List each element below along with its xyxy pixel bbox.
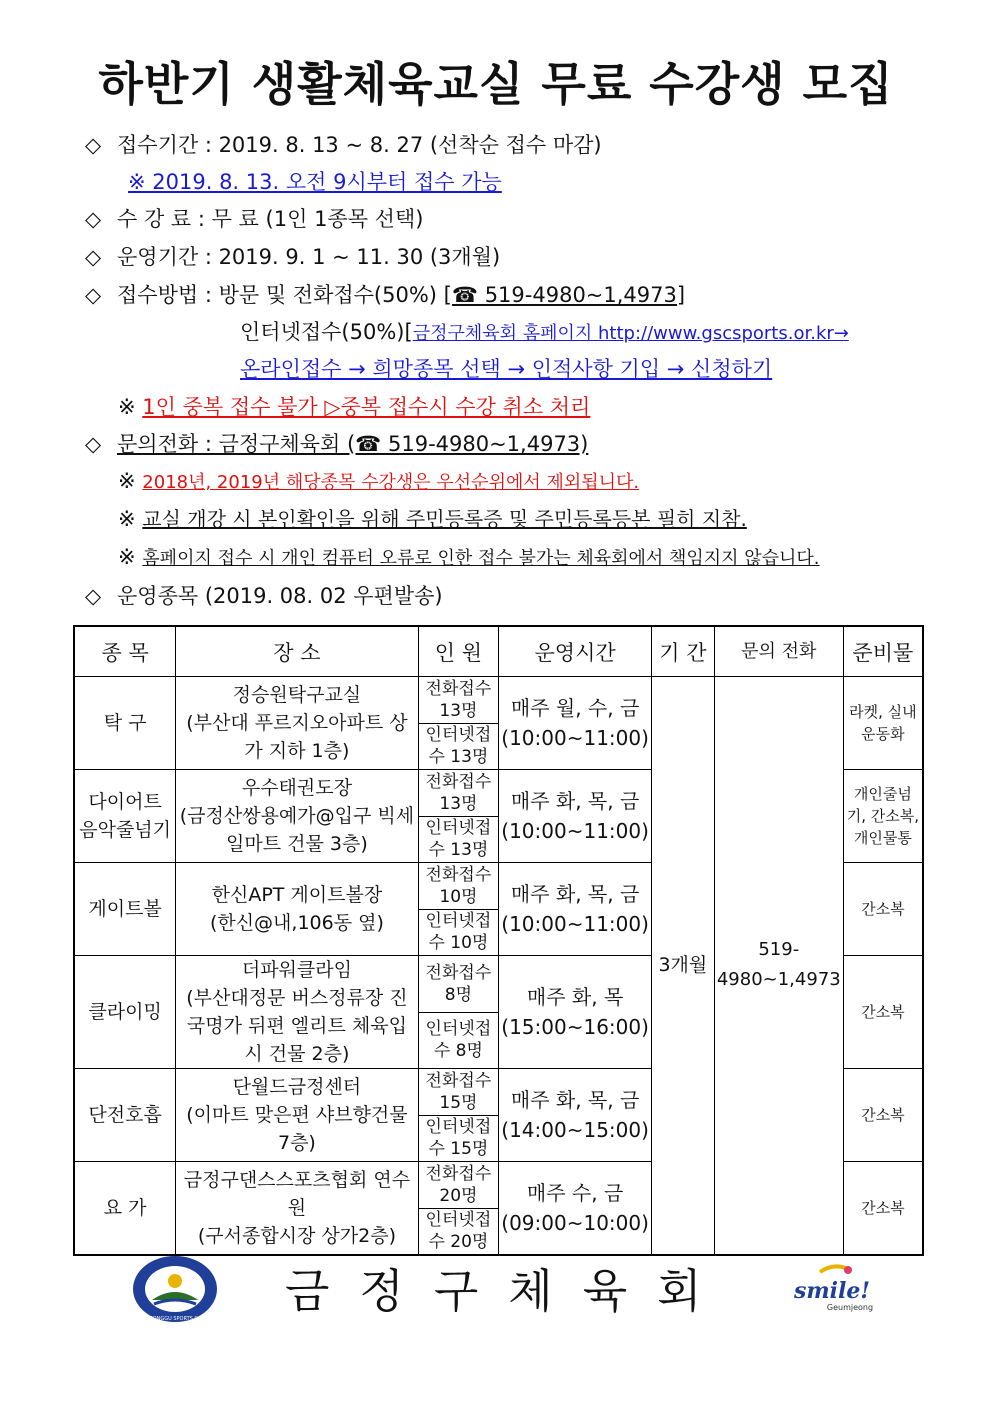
header-contact: 문의 전화 xyxy=(714,626,843,677)
schedule-hours: (09:00~10:00) xyxy=(501,1210,649,1235)
note3: 홈페이지 접수 시 개인 컴퓨터 오류로 인한 접수 불가는 체육회에서 책임지지 않습니다. xyxy=(142,548,820,569)
sport-cell: 다이어트 음악줄넘기 xyxy=(74,770,176,863)
internet-steps-line xyxy=(240,355,772,383)
schedule-days: 매주 화, 목 xyxy=(526,985,624,1010)
internet-count-cell: 인터넷접수 20명 xyxy=(418,1208,499,1255)
ref-mark: ※ xyxy=(118,507,136,531)
operation-period-line xyxy=(85,243,500,271)
sport-cell: 탁 구 xyxy=(74,677,176,770)
place-cell xyxy=(176,770,418,863)
page-title: 하반기 생활체육교실 무료 수강생 모집 xyxy=(98,57,894,111)
internet-count-cell: 인터넷접수 15명 xyxy=(418,1115,499,1162)
place-address: (부산대 푸르지오아파트 상가 지하 1층) xyxy=(186,712,408,763)
programs-label: 운영종목 (2019. 08. 02 우편발송) xyxy=(117,584,443,608)
place-cell xyxy=(176,863,418,956)
diamond-icon: ◇ xyxy=(85,245,102,269)
place-name: 한신APT 게이트볼장 xyxy=(211,884,383,907)
prep-cell: 간소복 xyxy=(843,956,923,1069)
diamond-icon: ◇ xyxy=(85,584,102,608)
diamond-icon: ◇ xyxy=(85,133,102,157)
internet-line xyxy=(240,318,849,348)
note2: 교실 개강 시 본인확인을 위해 주민등록증 및 주민등록등본 필히 지참. xyxy=(142,507,747,531)
dup-note-line xyxy=(118,393,590,421)
schedule-cell xyxy=(499,863,652,956)
header-prep: 준비물 xyxy=(843,626,923,677)
diamond-icon: ◇ xyxy=(85,283,102,307)
place-name: 단월드금정센터 xyxy=(232,1076,362,1099)
schedule-cell xyxy=(499,677,652,770)
internet-count-cell: 인터넷접수 13명 xyxy=(418,723,499,770)
internet-count-cell: 인터넷접수 10명 xyxy=(418,909,499,956)
place-address: (부산대정문 버스정류장 진국명가 뒤편 엘리트 체육입시 건물 2층) xyxy=(186,987,408,1066)
method-label: 접수방법 : 방문 및 전화접수(50%) xyxy=(117,283,444,307)
reception-period: 접수기간 : 2019. 8. 13 ~ 8. 27 (선착순 접수 마감) xyxy=(117,133,602,157)
place-cell xyxy=(176,1069,418,1162)
place-cell xyxy=(176,956,418,1069)
ref-mark: ※ xyxy=(118,545,136,569)
place-cell xyxy=(176,677,418,770)
phone-count-cell: 전화접수 8명 xyxy=(418,956,499,1013)
reception-note: ※ 2019. 8. 13. 오전 9시부터 접수 가능 xyxy=(128,170,502,194)
schedule-hours: (15:00~16:00) xyxy=(501,1015,649,1040)
inquiry-line xyxy=(85,430,588,458)
schedule-cell xyxy=(499,1069,652,1162)
dup-note: 1인 중복 접수 불가 ▷중복 접수시 수강 취소 처리 xyxy=(142,395,591,419)
schedule-hours: (10:00~11:00) xyxy=(501,726,649,751)
ref-mark: ※ xyxy=(118,395,136,419)
place-name: 우수태권도장 xyxy=(241,777,352,800)
sport-cell: 요 가 xyxy=(74,1162,176,1255)
note1-line xyxy=(118,467,639,497)
internet-count-cell: 인터넷접수 13명 xyxy=(418,816,499,863)
note2-line xyxy=(118,505,747,533)
prep-cell: 간소복 xyxy=(843,863,923,956)
header-time: 운영시간 xyxy=(499,626,652,677)
table-header-row xyxy=(74,626,923,677)
phone-count-cell: 전화접수 13명 xyxy=(418,677,499,724)
place-address: (한신@내,106동 옆) xyxy=(209,912,384,935)
reception-period-line xyxy=(85,131,602,159)
header-period: 기 간 xyxy=(651,626,714,677)
schedule-days: 매주 월, 수, 금 xyxy=(510,696,640,721)
schedule-days: 매주 화, 목, 금 xyxy=(510,1088,640,1113)
fee: 수 강 료 : 무 료 (1인 1종목 선택) xyxy=(117,207,424,231)
reception-note-line xyxy=(128,168,502,196)
header-place: 장 소 xyxy=(176,626,418,677)
place-address: (이마트 맞은편 샤브향건물 7층) xyxy=(186,1104,408,1155)
internet-count-cell: 인터넷접수 8명 xyxy=(418,1012,499,1069)
prep-cell: 간소복 xyxy=(843,1162,923,1255)
logo-right-text: smile! xyxy=(793,1278,871,1304)
smile-logo xyxy=(790,1260,880,1320)
prep-cell: 간소복 xyxy=(843,1069,923,1162)
place-name: 정승원탁구교실 xyxy=(232,684,362,707)
contact-cell: 519-4980~1,4973 xyxy=(714,677,843,1255)
schedule-hours: (10:00~11:00) xyxy=(501,819,649,844)
schedule-hours: (14:00~15:00) xyxy=(501,1118,649,1143)
diamond-icon: ◇ xyxy=(85,432,102,456)
place-address: (구서종합시장 상가2층) xyxy=(197,1224,396,1247)
note3-line xyxy=(118,543,820,573)
inquiry: 문의전화 : 금정구체육회 (☎ 519-4980~1,4973) xyxy=(117,432,589,456)
sports-council-logo xyxy=(130,1254,220,1324)
period-cell: 3개월 xyxy=(651,677,714,1255)
place-name: 금정구댄스스포츠협회 연수원 xyxy=(183,1168,411,1219)
sport-cell: 클라이밍 xyxy=(74,956,176,1069)
internet-link[interactable]: 금정구체육회 홈페이지 http://www.gscsports.or.kr→ xyxy=(412,323,849,344)
schedule-cell xyxy=(499,770,652,863)
sport-cell: 게이트볼 xyxy=(74,863,176,956)
place-name: 더파워클라임 xyxy=(241,959,352,982)
header-sport: 종 목 xyxy=(74,626,176,677)
schedule-cell xyxy=(499,956,652,1069)
method-line xyxy=(85,281,685,309)
prep-cell: 라켓, 실내운동화 xyxy=(843,677,923,770)
place-cell xyxy=(176,1162,418,1255)
internet-prefix: 인터넷접수(50%)[ xyxy=(240,320,413,344)
phone-count-cell: 전화접수 20명 xyxy=(418,1162,499,1209)
logo-right-sub: Geumjeong xyxy=(826,1303,874,1312)
operation-period: 운영기간 : 2019. 9. 1 ~ 11. 30 (3개월) xyxy=(117,245,501,269)
programs-table xyxy=(73,625,924,1256)
schedule-days: 매주 수, 금 xyxy=(526,1180,624,1205)
phone-count-cell: 전화접수 15명 xyxy=(418,1069,499,1116)
ref-mark: ※ xyxy=(118,469,136,493)
note1: 2018년, 2019년 해당종목 수강생은 우선순위에서 제외됩니다. xyxy=(142,472,640,493)
method-phone: [☎ 519-4980~1,4973] xyxy=(443,283,686,307)
footer-org-name: 금정구체육회 xyxy=(285,1264,732,1318)
schedule-days: 매주 화, 목, 금 xyxy=(510,882,640,907)
programs-label-line xyxy=(85,582,443,610)
header-people: 인 원 xyxy=(418,626,499,677)
schedule-cell xyxy=(499,1162,652,1255)
internet-steps: 온라인접수 → 희망종목 선택 → 인적사항 기입 → 신청하기 xyxy=(240,357,773,381)
fee-line xyxy=(85,205,423,233)
table-row xyxy=(74,677,923,724)
prep-cell: 개인줄넘기, 간소복, 개인물통 xyxy=(843,770,923,863)
sport-cell: 단전호흡 xyxy=(74,1069,176,1162)
place-address: (금정산쌍용예가@입구 빅세일마트 건물 3층) xyxy=(179,805,415,856)
logo-left-text: GEUMJEONGGU SPORTS COUNCIL xyxy=(133,1316,217,1322)
phone-count-cell: 전화접수 13명 xyxy=(418,770,499,817)
phone-count-cell: 전화접수 10명 xyxy=(418,863,499,910)
diamond-icon: ◇ xyxy=(85,207,102,231)
schedule-days: 매주 화, 목, 금 xyxy=(510,789,640,814)
schedule-hours: (10:00~11:00) xyxy=(501,912,649,937)
